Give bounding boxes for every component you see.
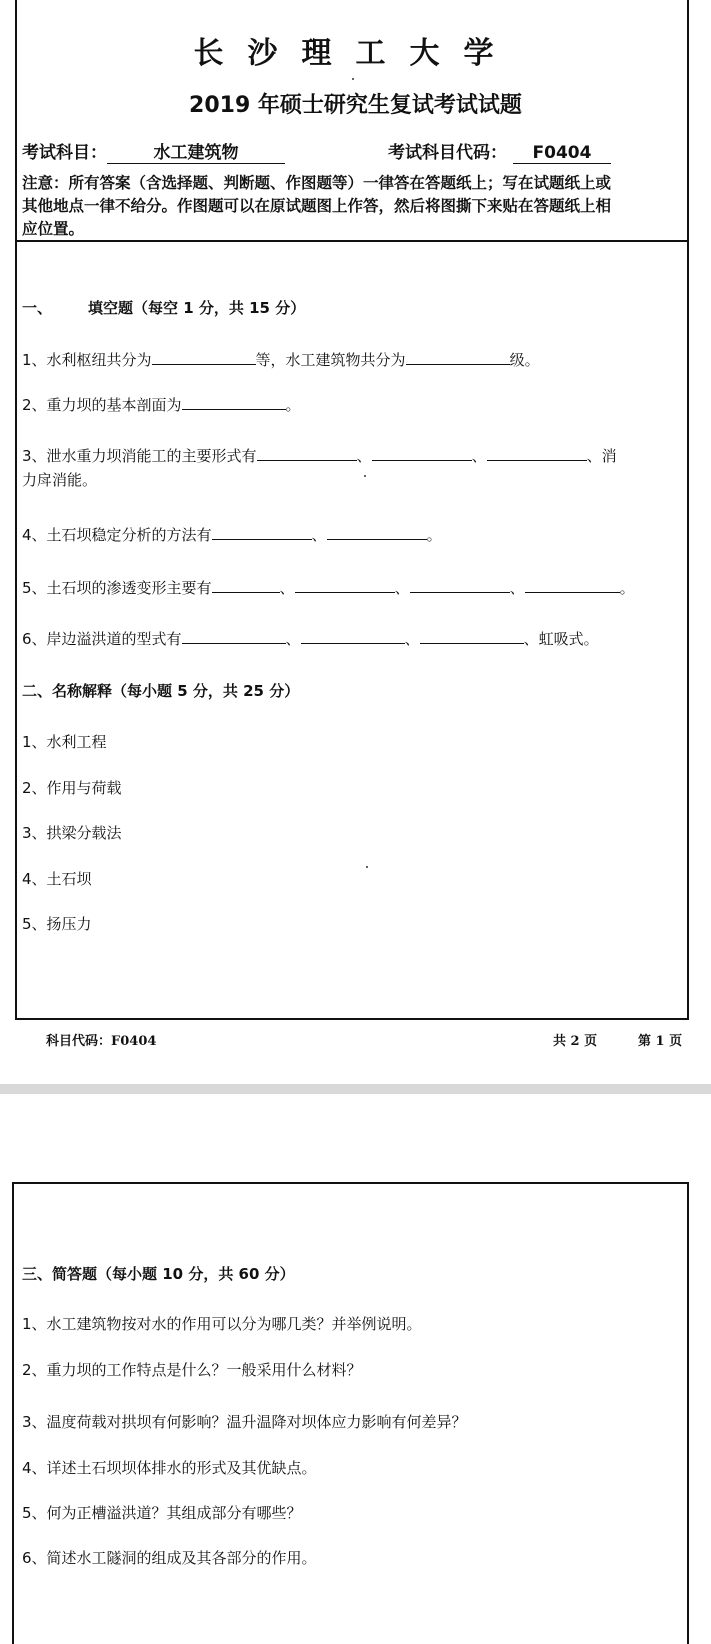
term-1: 1、水利工程 (22, 733, 107, 751)
section-1-heading: 填空题（每空 1 分，共 15 分） (88, 299, 306, 317)
scan-speck (352, 78, 354, 80)
code-line (388, 138, 611, 164)
scan-speck (364, 475, 366, 477)
term-3: 3、拱梁分载法 (22, 824, 122, 842)
q4-text-a: 4、土石坝稳定分析的方法有 (22, 526, 212, 544)
subject-label: 考试科目： (22, 143, 107, 163)
q3-sep-2: 、 (471, 447, 487, 465)
q3-text-a: 3、泄水重力坝消能工的主要形式有 (22, 447, 257, 465)
code-value: F0404 (513, 143, 611, 164)
question-1-3-cont: 力戽消能。 (22, 471, 98, 489)
answer-blank (212, 578, 280, 593)
answer-blank (301, 629, 405, 644)
answer-blank (152, 350, 256, 365)
answer-blank (525, 578, 620, 593)
scan-speck (366, 866, 368, 868)
q5-sep-2: 、 (394, 579, 410, 597)
footer-page-number: 第 1 页 (638, 1034, 683, 1049)
answer-blank (182, 629, 286, 644)
short-answer-6: 6、简述水工隧洞的组成及其各部分的作用。 (22, 1549, 317, 1567)
q5-sep-3: 、 (509, 579, 525, 597)
question-1-5 (22, 576, 635, 600)
header-divider (15, 240, 687, 242)
code-label: 考试科目代码： (388, 143, 507, 163)
answer-blank (257, 446, 357, 461)
section-2-title: 二、名称解释（每小题 5 分，共 25 分） (22, 682, 300, 700)
section-1-number: 一、 (22, 299, 53, 317)
q5-sep-1: 、 (279, 579, 295, 597)
q3-sep-3: 、消 (586, 447, 617, 465)
notice-line-1: 注意：所有答案（含选择题、判断题、作图题等）一律答在答题纸上；写在试题纸上或 (22, 174, 612, 192)
question-1-1 (22, 348, 540, 372)
q4-end: 。 (426, 526, 442, 544)
term-2: 2、作用与荷载 (22, 779, 122, 797)
q2-text-b: 。 (285, 396, 301, 414)
term-5: 5、扬压力 (22, 915, 92, 933)
answer-blank (406, 350, 510, 365)
q1-text-b: 等，水工建筑物共分为 (255, 351, 406, 369)
notice-line-3: 应位置。 (22, 220, 85, 238)
answer-blank (295, 578, 395, 593)
answer-blank (372, 446, 472, 461)
q6-end: 、虹吸式。 (523, 630, 599, 648)
subject-line (22, 138, 285, 164)
question-1-3 (22, 444, 617, 468)
q5-text-a: 5、土石坝的渗透变形主要有 (22, 579, 212, 597)
q5-end: 。 (619, 579, 635, 597)
q1-text-c: 级。 (509, 351, 540, 369)
footer-subject-code: 科目代码：F0404 (46, 1034, 157, 1049)
school-name: 长沙理工大学 (193, 36, 518, 71)
answer-blank (487, 446, 587, 461)
notice (22, 172, 686, 241)
q3-sep-1: 、 (356, 447, 372, 465)
notice-line-2: 其他地点一律不给分。作图题可以在原试题图上作答，然后将图撕下来贴在答题纸上相 (22, 197, 612, 215)
short-answer-4: 4、详述土石坝坝体排水的形式及其优缺点。 (22, 1459, 317, 1477)
subject-value: 水工建筑物 (107, 143, 285, 164)
answer-blank (410, 578, 510, 593)
short-answer-5: 5、何为正槽溢洪道？其组成部分有哪些？ (22, 1504, 302, 1522)
question-1-6 (22, 627, 599, 651)
q6-text-a: 6、岸边溢洪道的型式有 (22, 630, 182, 648)
short-answer-2: 2、重力坝的工作特点是什么？一般采用什么材料？ (22, 1361, 362, 1379)
exam-title: 2019 年硕士研究生复试考试试题 (189, 93, 522, 118)
footer-total-pages: 共 2 页 (553, 1034, 598, 1049)
q1-text-a: 1、水利枢纽共分为 (22, 351, 152, 369)
question-1-2 (22, 393, 301, 417)
term-4: 4、土石坝 (22, 870, 92, 888)
answer-blank (420, 629, 524, 644)
answer-blank (182, 395, 286, 410)
short-answer-1: 1、水工建筑物按对水的作用可以分为哪几类？并举例说明。 (22, 1315, 422, 1333)
section-3-title: 三、简答题（每小题 10 分，共 60 分） (22, 1265, 295, 1283)
question-1-4 (22, 523, 442, 547)
q2-text-a: 2、重力坝的基本剖面为 (22, 396, 182, 414)
q6-sep-1: 、 (285, 630, 301, 648)
answer-blank (212, 525, 312, 540)
section-1-title (22, 297, 305, 318)
q6-sep-2: 、 (404, 630, 420, 648)
page-separator (0, 1084, 711, 1094)
q4-sep-1: 、 (311, 526, 327, 544)
answer-blank (327, 525, 427, 540)
short-answer-3: 3、温度荷载对拱坝有何影响？温升温降对坝体应力影响有何差异？ (22, 1413, 467, 1431)
